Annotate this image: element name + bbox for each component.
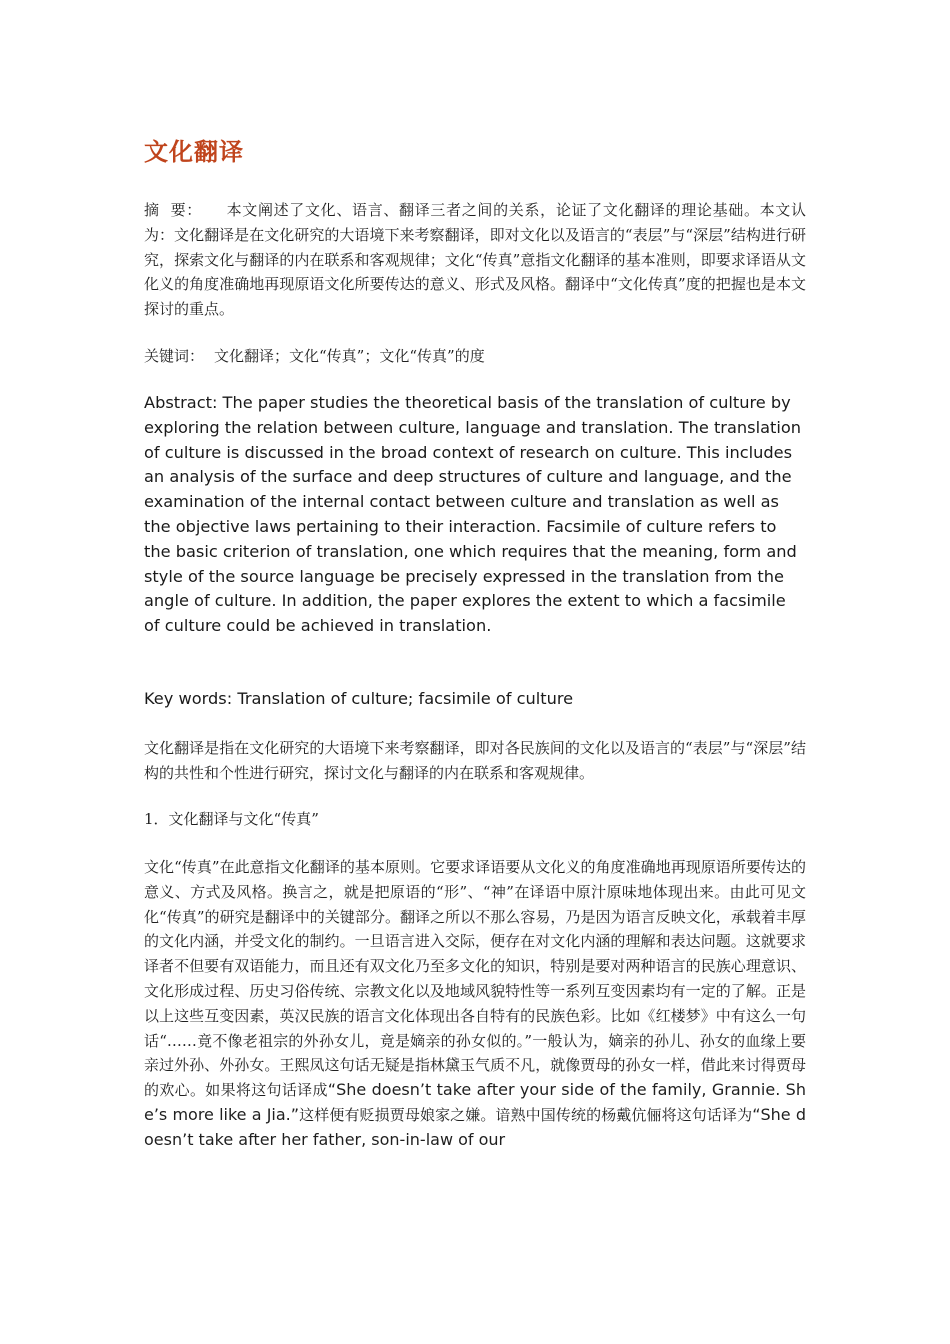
section-1-body xyxy=(144,855,806,1153)
section-1-english-quote-2: “She doesn’t take after her father, son-in-law of our xyxy=(144,1104,806,1149)
keywords-label: 关键词： xyxy=(144,347,205,365)
english-keywords: Key words: Translation of culture; facsimile of culture xyxy=(144,689,574,708)
chinese-abstract xyxy=(144,198,806,322)
section-1-text-b: 这样便有贬损贾母娘家之嫌。谙熟中国传统的杨戴伉俪将这句话译为 xyxy=(299,1105,753,1124)
section-1-text-a: 文化“传真”在此意指文化翻译的基本原则。它要求译语要从文化义的角度准确地再现原语所要传达的意义、方式及风格。换言之，就是把原语的“形”、“神”在译语中原汁原味地体现出来。由此可见文化“传真”的研究是翻译中的关键部分。翻译之所以不那么容易，乃是因为语言反映文化，承载着丰厚的文化内涵，并受文化的制约。一旦语言进入交际，便存在对文化内涵的理解和表达问题。这就要求译者不但要有双语能力，而且还有双文化乃至多文化的知识，特别是要对两种语言的民族心理意识、文化形成过程、历史习俗传统、宗教文化以及地域风貌特性等一系列互变因素均有一定的了解。正是以上这些互变因素，英汉民族的语言文化体现出各自特有的民族色彩。比如《红楼梦》中有这么一句话“……竟不像老祖宗的外孙女儿，竟是嫡亲的孙女似的。”一般认为，嫡亲的孙儿、孙女的血缘上要亲过外孙、外孙女。王熙凤这句话无疑是指林黛玉气质不凡，就像贾母的孙女一样，借此来讨得贾母的欢心。如果将这句话译成 xyxy=(144,858,806,1100)
section-1-english-quote-1: “She doesn’t take after your side of the family, Grannie. She’s more like a Jia.” xyxy=(144,1080,806,1124)
page-title: 文化翻译 xyxy=(144,138,244,166)
chinese-keywords xyxy=(144,344,806,369)
keywords-text: 文化翻译；文化“传真”；文化“传真”的度 xyxy=(214,347,485,365)
abstract-text: 本文阐述了文化、语言、翻译三者之间的关系，论证了文化翻译的理论基础。本文认为：文化翻译是在文化研究的大语境下来考察翻译，即对文化以及语言的“表层”与“深层”结构进行研究，探索文化与翻译的内在联系和客观规律；文化“传真”意指文化翻译的基本准则，即要求译语从文化义的角度准确地再现原语文化所要传达的意义、形式及风格。翻译中“文化传真”度的把握也是本文探讨的重点。 xyxy=(144,201,806,319)
english-abstract: Abstract: The paper studies the theoretical basis of the translation of culture by exploring the relation between culture, language and translation. The translation of culture is discussed in the broad context of research on culture. This includes an analysis of the surface and deep structures of culture and language, and the examination of the internal contact between culture and translation as well as the objective laws pertaining to their interaction. Facsimile of culture refers to the basic criterion of translation, one which requires that the meaning, form and style of the source language be precisely expressed in the translation from the angle of culture. In addition, the paper explores the extent to which a facsimile of culture could be achieved in translation. xyxy=(144,393,801,636)
section-1-heading: 1．文化翻译与文化“传真” xyxy=(144,810,319,828)
introduction-paragraph: 文化翻译是指在文化研究的大语境下来考察翻译，即对各民族间的文化以及语言的“表层”与“深层”结构的共性和个性进行研究，探讨文化与翻译的内在联系和客观规律。 xyxy=(144,739,806,782)
abstract-label: 摘 要： xyxy=(144,201,202,219)
